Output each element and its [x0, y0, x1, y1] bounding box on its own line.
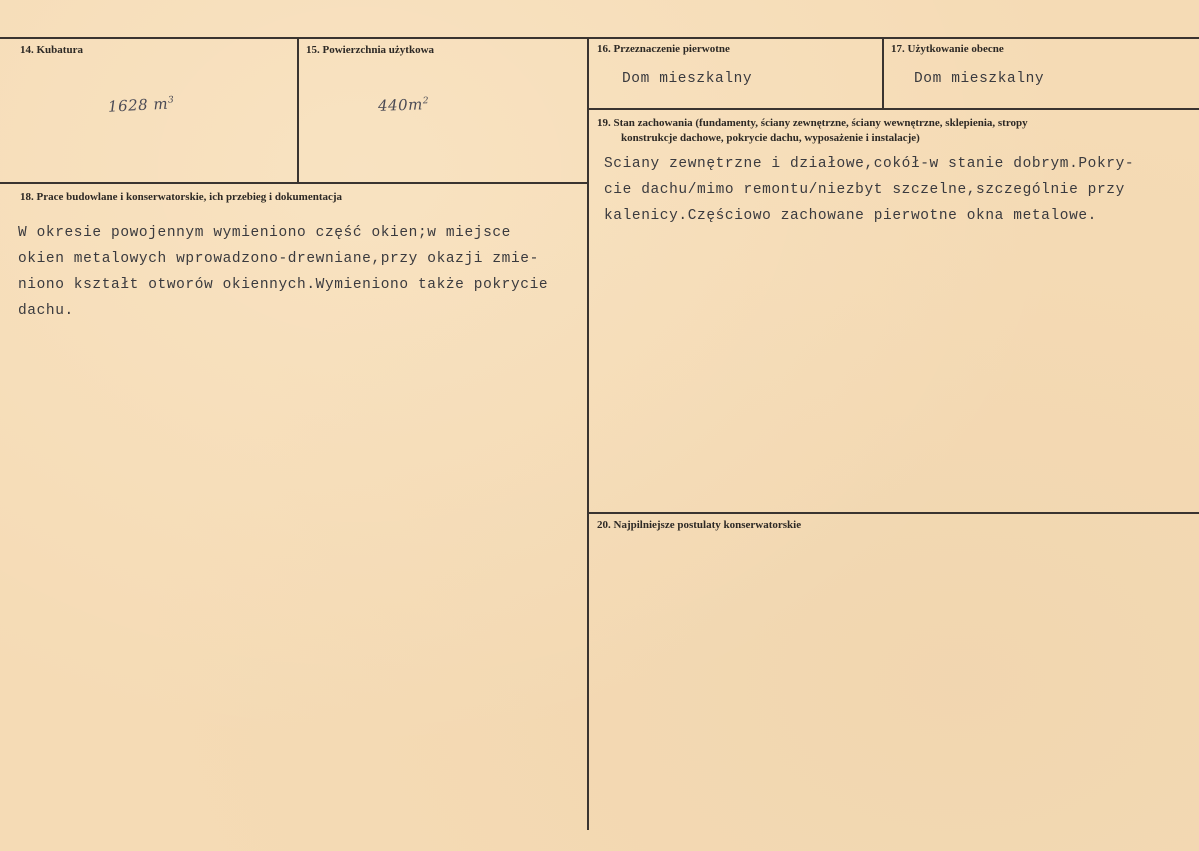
rule-above-20: [588, 512, 1199, 514]
field-19-line: cie dachu/mimo remontu/niezbyt szczelne,szczególnie przy: [604, 182, 1125, 198]
field-18-label: 18. Prace budowlane i konserwatorskie, ich przebieg i dokumentacja: [20, 191, 343, 203]
field-19-label-line1: 19. Stan zachowania (fundamenty, ściany zewnętrzne, ściany wewnętrzne, sklepienia, stropy: [597, 117, 1028, 129]
field-15-value-text: 440m: [377, 95, 424, 115]
field-18-line: W okresie powojennym wymieniono część okien;w miejsce: [18, 225, 511, 241]
field-19-line: kalenicy.Częściowo zachowane pierwotne okna metalowe.: [604, 208, 1097, 224]
rule-under-14-15: [0, 182, 588, 184]
field-16-label: 16. Przeznaczenie pierwotne: [597, 43, 730, 55]
field-14-value-unit: 3: [167, 95, 175, 106]
field-16-value: Dom mieszkalny: [622, 71, 753, 87]
field-15-value-unit: 2: [422, 96, 430, 107]
field-19-label-line2: konstrukcje dachowe, pokrycie dachu, wyposażenie i instalacje): [621, 132, 920, 144]
divider-16-17: [882, 38, 884, 108]
field-17-value: Dom mieszkalny: [914, 71, 1045, 87]
field-18-text: [18, 220, 548, 324]
field-18-line: dachu.: [18, 303, 74, 319]
field-14-label: 14. Kubatura: [20, 44, 83, 56]
center-divider: [587, 38, 589, 830]
field-18-line: okien metalowych wprowadzono-drewniane,przy okazji zmie-: [18, 251, 539, 267]
top-rule: [0, 37, 1199, 39]
field-17-label: 17. Użytkowanie obecne: [891, 43, 1004, 55]
field-19-text: [604, 151, 1134, 229]
field-15-label: 15. Powierzchnia użytkowa: [306, 44, 435, 56]
field-15-value: [378, 95, 430, 115]
rule-under-16-17: [588, 108, 1199, 110]
divider-14-15: [297, 38, 299, 183]
field-19-line: Sciany zewnętrzne i działowe,cokół-w stanie dobrym.Pokry-: [604, 156, 1135, 172]
field-14-value: [108, 94, 175, 115]
field-20-label: 20. Najpilniejsze postulaty konserwatorskie: [597, 519, 802, 531]
field-18-line: niono kształt otworów okiennych.Wymieniono także pokrycie: [18, 277, 549, 293]
field-14-value-text: 1628 m: [107, 94, 169, 116]
